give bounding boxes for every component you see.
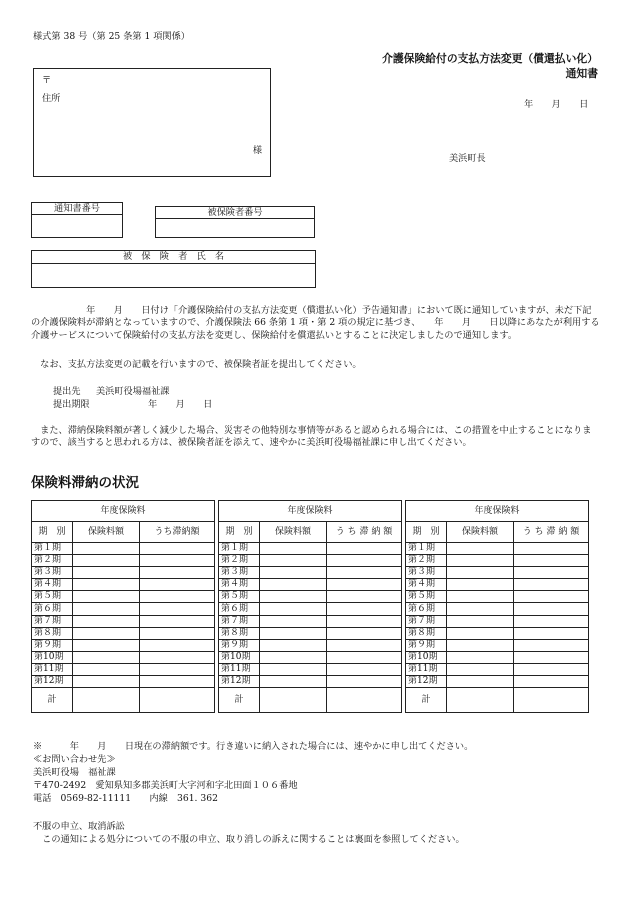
total-premium-cell xyxy=(73,688,140,713)
overdue-cell xyxy=(140,639,215,651)
period-cell: 第４期 xyxy=(406,579,447,591)
total-row xyxy=(32,688,215,713)
premium-cell xyxy=(73,639,140,651)
premium-cell xyxy=(260,663,327,675)
overdue-cell xyxy=(514,591,589,603)
table-row xyxy=(406,676,589,688)
premium-cell xyxy=(260,627,327,639)
office-address: 〒470-2492 愛知県知多郡美浜町大字河和字北田面１０６番地 xyxy=(33,780,298,791)
year-header-row xyxy=(32,501,215,522)
section-title: 保険料滞納の状況 xyxy=(31,475,139,491)
table-row xyxy=(219,543,402,555)
premium-column-header: 保険料額 xyxy=(73,522,140,543)
appeal-title: 不服の申立、取消訴訟 xyxy=(33,821,125,832)
period-cell: 第９期 xyxy=(219,639,260,651)
table-row xyxy=(32,676,215,688)
period-cell: 第５期 xyxy=(219,591,260,603)
table-row xyxy=(219,591,402,603)
premium-cell xyxy=(73,651,140,663)
overdue-cell xyxy=(327,579,402,591)
period-cell: 第３期 xyxy=(406,567,447,579)
overdue-cell xyxy=(514,543,589,555)
period-cell: 第11期 xyxy=(406,663,447,675)
address-label: 住所 xyxy=(42,93,61,104)
submit-to-label: 提出先 xyxy=(53,386,81,397)
table-row xyxy=(219,615,402,627)
column-header-row xyxy=(406,522,589,543)
premium-cell xyxy=(260,603,327,615)
premium-cell xyxy=(260,591,327,603)
postal-mark: 〒 xyxy=(42,75,52,86)
overdue-cell xyxy=(327,676,402,688)
table-row xyxy=(219,579,402,591)
deadline-label: 提出期限 xyxy=(53,399,90,410)
period-cell: 第10期 xyxy=(32,651,73,663)
premium-cell xyxy=(73,603,140,615)
premium-cell xyxy=(260,555,327,567)
table-row xyxy=(406,603,589,615)
overdue-cell xyxy=(327,627,402,639)
period-cell: 第８期 xyxy=(32,627,73,639)
table-row xyxy=(32,651,215,663)
honorific: 様 xyxy=(252,145,262,156)
period-cell: 第６期 xyxy=(219,603,260,615)
table-row xyxy=(219,663,402,675)
premium-column-header: 保険料額 xyxy=(447,522,514,543)
overdue-cell xyxy=(327,603,402,615)
period-cell: 第10期 xyxy=(406,651,447,663)
overdue-column-header: う ち 滞 納 額 xyxy=(327,522,402,543)
period-cell: 第３期 xyxy=(219,567,260,579)
premium-cell xyxy=(447,591,514,603)
overdue-cell xyxy=(140,615,215,627)
period-cell: 第２期 xyxy=(32,555,73,567)
overdue-cell xyxy=(140,591,215,603)
title-line-2: 通知書 xyxy=(565,66,598,80)
insured-number-box xyxy=(155,206,315,238)
premium-cell xyxy=(73,567,140,579)
table-row xyxy=(406,651,589,663)
table-row xyxy=(32,543,215,555)
table-row xyxy=(406,663,589,675)
table-row xyxy=(219,603,402,615)
notice-number-label: 通知書番号 xyxy=(32,203,122,215)
table-row xyxy=(32,555,215,567)
premium-cell xyxy=(447,579,514,591)
table-row xyxy=(32,603,215,615)
notice-number-box xyxy=(31,202,123,238)
period-column-header: 期 別 xyxy=(32,522,73,543)
overdue-cell xyxy=(327,663,402,675)
table-row xyxy=(406,639,589,651)
premium-cell xyxy=(73,555,140,567)
table-row xyxy=(219,627,402,639)
table-row xyxy=(32,591,215,603)
insured-number-label: 被保険者番号 xyxy=(156,207,314,219)
premium-cell xyxy=(260,639,327,651)
table-row xyxy=(219,555,402,567)
premium-cell xyxy=(73,676,140,688)
total-label: 計 xyxy=(406,688,447,713)
table-row xyxy=(406,615,589,627)
period-cell: 第１期 xyxy=(406,543,447,555)
period-cell: 第12期 xyxy=(219,676,260,688)
total-overdue-cell xyxy=(327,688,402,713)
period-cell: 第７期 xyxy=(32,615,73,627)
premium-cell xyxy=(447,615,514,627)
premium-cell xyxy=(73,663,140,675)
submit-to-value: 美浜町役場福祉課 xyxy=(96,386,170,397)
premium-cell xyxy=(260,676,327,688)
year-header-row xyxy=(406,501,589,522)
premium-cell xyxy=(447,603,514,615)
overdue-column-header: う ち 滞 納 額 xyxy=(514,522,589,543)
total-premium-cell xyxy=(260,688,327,713)
overdue-table-1 xyxy=(31,500,215,713)
premium-cell xyxy=(73,579,140,591)
premium-cell xyxy=(447,555,514,567)
table-row xyxy=(219,651,402,663)
period-column-header: 期 別 xyxy=(219,522,260,543)
total-label: 計 xyxy=(32,688,73,713)
period-cell: 第７期 xyxy=(406,615,447,627)
premium-cell xyxy=(260,651,327,663)
premium-cell xyxy=(260,567,327,579)
premium-cell xyxy=(73,543,140,555)
overdue-cell xyxy=(514,639,589,651)
total-overdue-cell xyxy=(140,688,215,713)
period-cell: 第９期 xyxy=(32,639,73,651)
body-paragraph-1: 年 月 日付け「介護保険給付の支払方法変更（償還払い化）予告通知書」において既に通知していますが、未だ下記の介護保険料が滞納となっていますので、介護保険法 66 条第 1 項・第 2 項の規定に基づき、 年 月 日以降にあなたが利用する介護サービスについて保険給付の支払方法を変更し、保険給付を償還払いとすることに決定しましたので通知します。 xyxy=(31,305,600,341)
table-row xyxy=(219,639,402,651)
overdue-cell xyxy=(514,615,589,627)
period-cell: 第８期 xyxy=(406,627,447,639)
period-cell: 第６期 xyxy=(406,603,447,615)
overdue-cell xyxy=(140,543,215,555)
period-cell: 第11期 xyxy=(219,663,260,675)
overdue-cell xyxy=(327,591,402,603)
overdue-cell xyxy=(327,639,402,651)
overdue-cell xyxy=(514,603,589,615)
table-row xyxy=(406,627,589,639)
table-row xyxy=(406,555,589,567)
premium-cell xyxy=(73,591,140,603)
table-row xyxy=(219,676,402,688)
overdue-cell xyxy=(327,555,402,567)
overdue-cell xyxy=(140,676,215,688)
premium-cell xyxy=(260,543,327,555)
overdue-column-header: うち滞納額 xyxy=(140,522,215,543)
period-cell: 第12期 xyxy=(32,676,73,688)
issue-date: 年 月 日 xyxy=(524,99,589,110)
overdue-cell xyxy=(140,663,215,675)
premium-cell xyxy=(447,663,514,675)
premium-cell xyxy=(73,615,140,627)
issuer: 美浜町長 xyxy=(449,153,486,164)
overdue-cell xyxy=(140,567,215,579)
premium-column-header: 保険料額 xyxy=(260,522,327,543)
overdue-cell xyxy=(140,579,215,591)
total-premium-cell xyxy=(447,688,514,713)
period-cell: 第11期 xyxy=(32,663,73,675)
overdue-cell xyxy=(140,651,215,663)
total-row xyxy=(406,688,589,713)
period-cell: 第８期 xyxy=(219,627,260,639)
period-cell: 第７期 xyxy=(219,615,260,627)
period-column-header: 期 別 xyxy=(406,522,447,543)
period-cell: 第５期 xyxy=(32,591,73,603)
premium-cell xyxy=(447,676,514,688)
table-row xyxy=(406,591,589,603)
premium-cell xyxy=(447,567,514,579)
period-cell: 第１期 xyxy=(219,543,260,555)
address-box xyxy=(33,68,271,177)
overdue-cell xyxy=(140,603,215,615)
table-row xyxy=(32,639,215,651)
premium-cell xyxy=(260,579,327,591)
insured-name-box xyxy=(31,250,316,288)
insured-name-label: 被 保 険 者 氏 名 xyxy=(32,251,315,264)
period-cell: 第２期 xyxy=(219,555,260,567)
body-paragraph-3: また、滞納保険料額が著しく減少した場合、災害その他特別な事情等があると認められる場合には、この措置を中止することになりますので、該当すると思われる方は、被保険者証を添えて、速やかに美浜町役場福祉課に申し出てください。 xyxy=(31,425,592,449)
overdue-cell xyxy=(327,651,402,663)
overdue-cell xyxy=(327,615,402,627)
period-cell: 第10期 xyxy=(219,651,260,663)
premium-cell xyxy=(447,543,514,555)
overdue-cell xyxy=(514,676,589,688)
overdue-cell xyxy=(514,663,589,675)
overdue-table-3 xyxy=(405,500,589,713)
total-row xyxy=(219,688,402,713)
period-cell: 第４期 xyxy=(32,579,73,591)
table-row xyxy=(219,567,402,579)
document-title xyxy=(382,52,598,81)
overdue-table-2 xyxy=(218,500,402,713)
overdue-cell xyxy=(514,567,589,579)
period-cell: 第６期 xyxy=(32,603,73,615)
table-row xyxy=(406,579,589,591)
form-number: 様式第 38 号（第 25 条第 1 項関係） xyxy=(33,31,190,42)
body-paragraph-2: なお、支払方法変更の記載を行いますので、被保険者証を提出してください。 xyxy=(31,359,362,370)
table-row xyxy=(32,615,215,627)
appeal-text: この通知による処分についての不服の申立、取り消しの訴えに関することは裏面を参照してください。 xyxy=(33,834,465,845)
overdue-cell xyxy=(514,579,589,591)
overdue-cell xyxy=(140,555,215,567)
total-label: 計 xyxy=(219,688,260,713)
premium-cell xyxy=(447,639,514,651)
inquiry-title: ≪お問い合わせ先≫ xyxy=(33,754,116,765)
period-cell: 第３期 xyxy=(32,567,73,579)
column-header-row xyxy=(32,522,215,543)
premium-cell xyxy=(260,615,327,627)
total-overdue-cell xyxy=(514,688,589,713)
period-cell: 第９期 xyxy=(406,639,447,651)
footer-note: ※ 年 月 日現在の滞納額です。行き違いに納入された場合には、速やかに申し出てください。 xyxy=(33,741,474,752)
period-cell: 第12期 xyxy=(406,676,447,688)
table-row xyxy=(406,543,589,555)
column-header-row xyxy=(219,522,402,543)
title-line-1: 介護保険給付の支払方法変更（償還払い化） xyxy=(382,52,598,65)
office-name: 美浜町役場 福祉課 xyxy=(33,767,116,778)
premium-cell xyxy=(447,627,514,639)
overdue-cell xyxy=(327,543,402,555)
premium-cell xyxy=(447,651,514,663)
table-row xyxy=(32,627,215,639)
period-cell: 第５期 xyxy=(406,591,447,603)
year-header: 年度保険料 xyxy=(406,501,589,522)
year-header: 年度保険料 xyxy=(219,501,402,522)
year-header: 年度保険料 xyxy=(32,501,215,522)
overdue-cell xyxy=(514,651,589,663)
office-phone: 電話 0569-82-11111 内線 361. 362 xyxy=(33,793,218,804)
overdue-cell xyxy=(140,627,215,639)
year-header-row xyxy=(219,501,402,522)
premium-cell xyxy=(73,627,140,639)
table-row xyxy=(32,567,215,579)
overdue-cell xyxy=(514,555,589,567)
period-cell: 第４期 xyxy=(219,579,260,591)
deadline-value: 年 月 日 xyxy=(148,399,213,410)
overdue-cell xyxy=(514,627,589,639)
period-cell: 第２期 xyxy=(406,555,447,567)
table-row xyxy=(32,579,215,591)
overdue-cell xyxy=(327,567,402,579)
table-row xyxy=(32,663,215,675)
table-row xyxy=(406,567,589,579)
period-cell: 第１期 xyxy=(32,543,73,555)
